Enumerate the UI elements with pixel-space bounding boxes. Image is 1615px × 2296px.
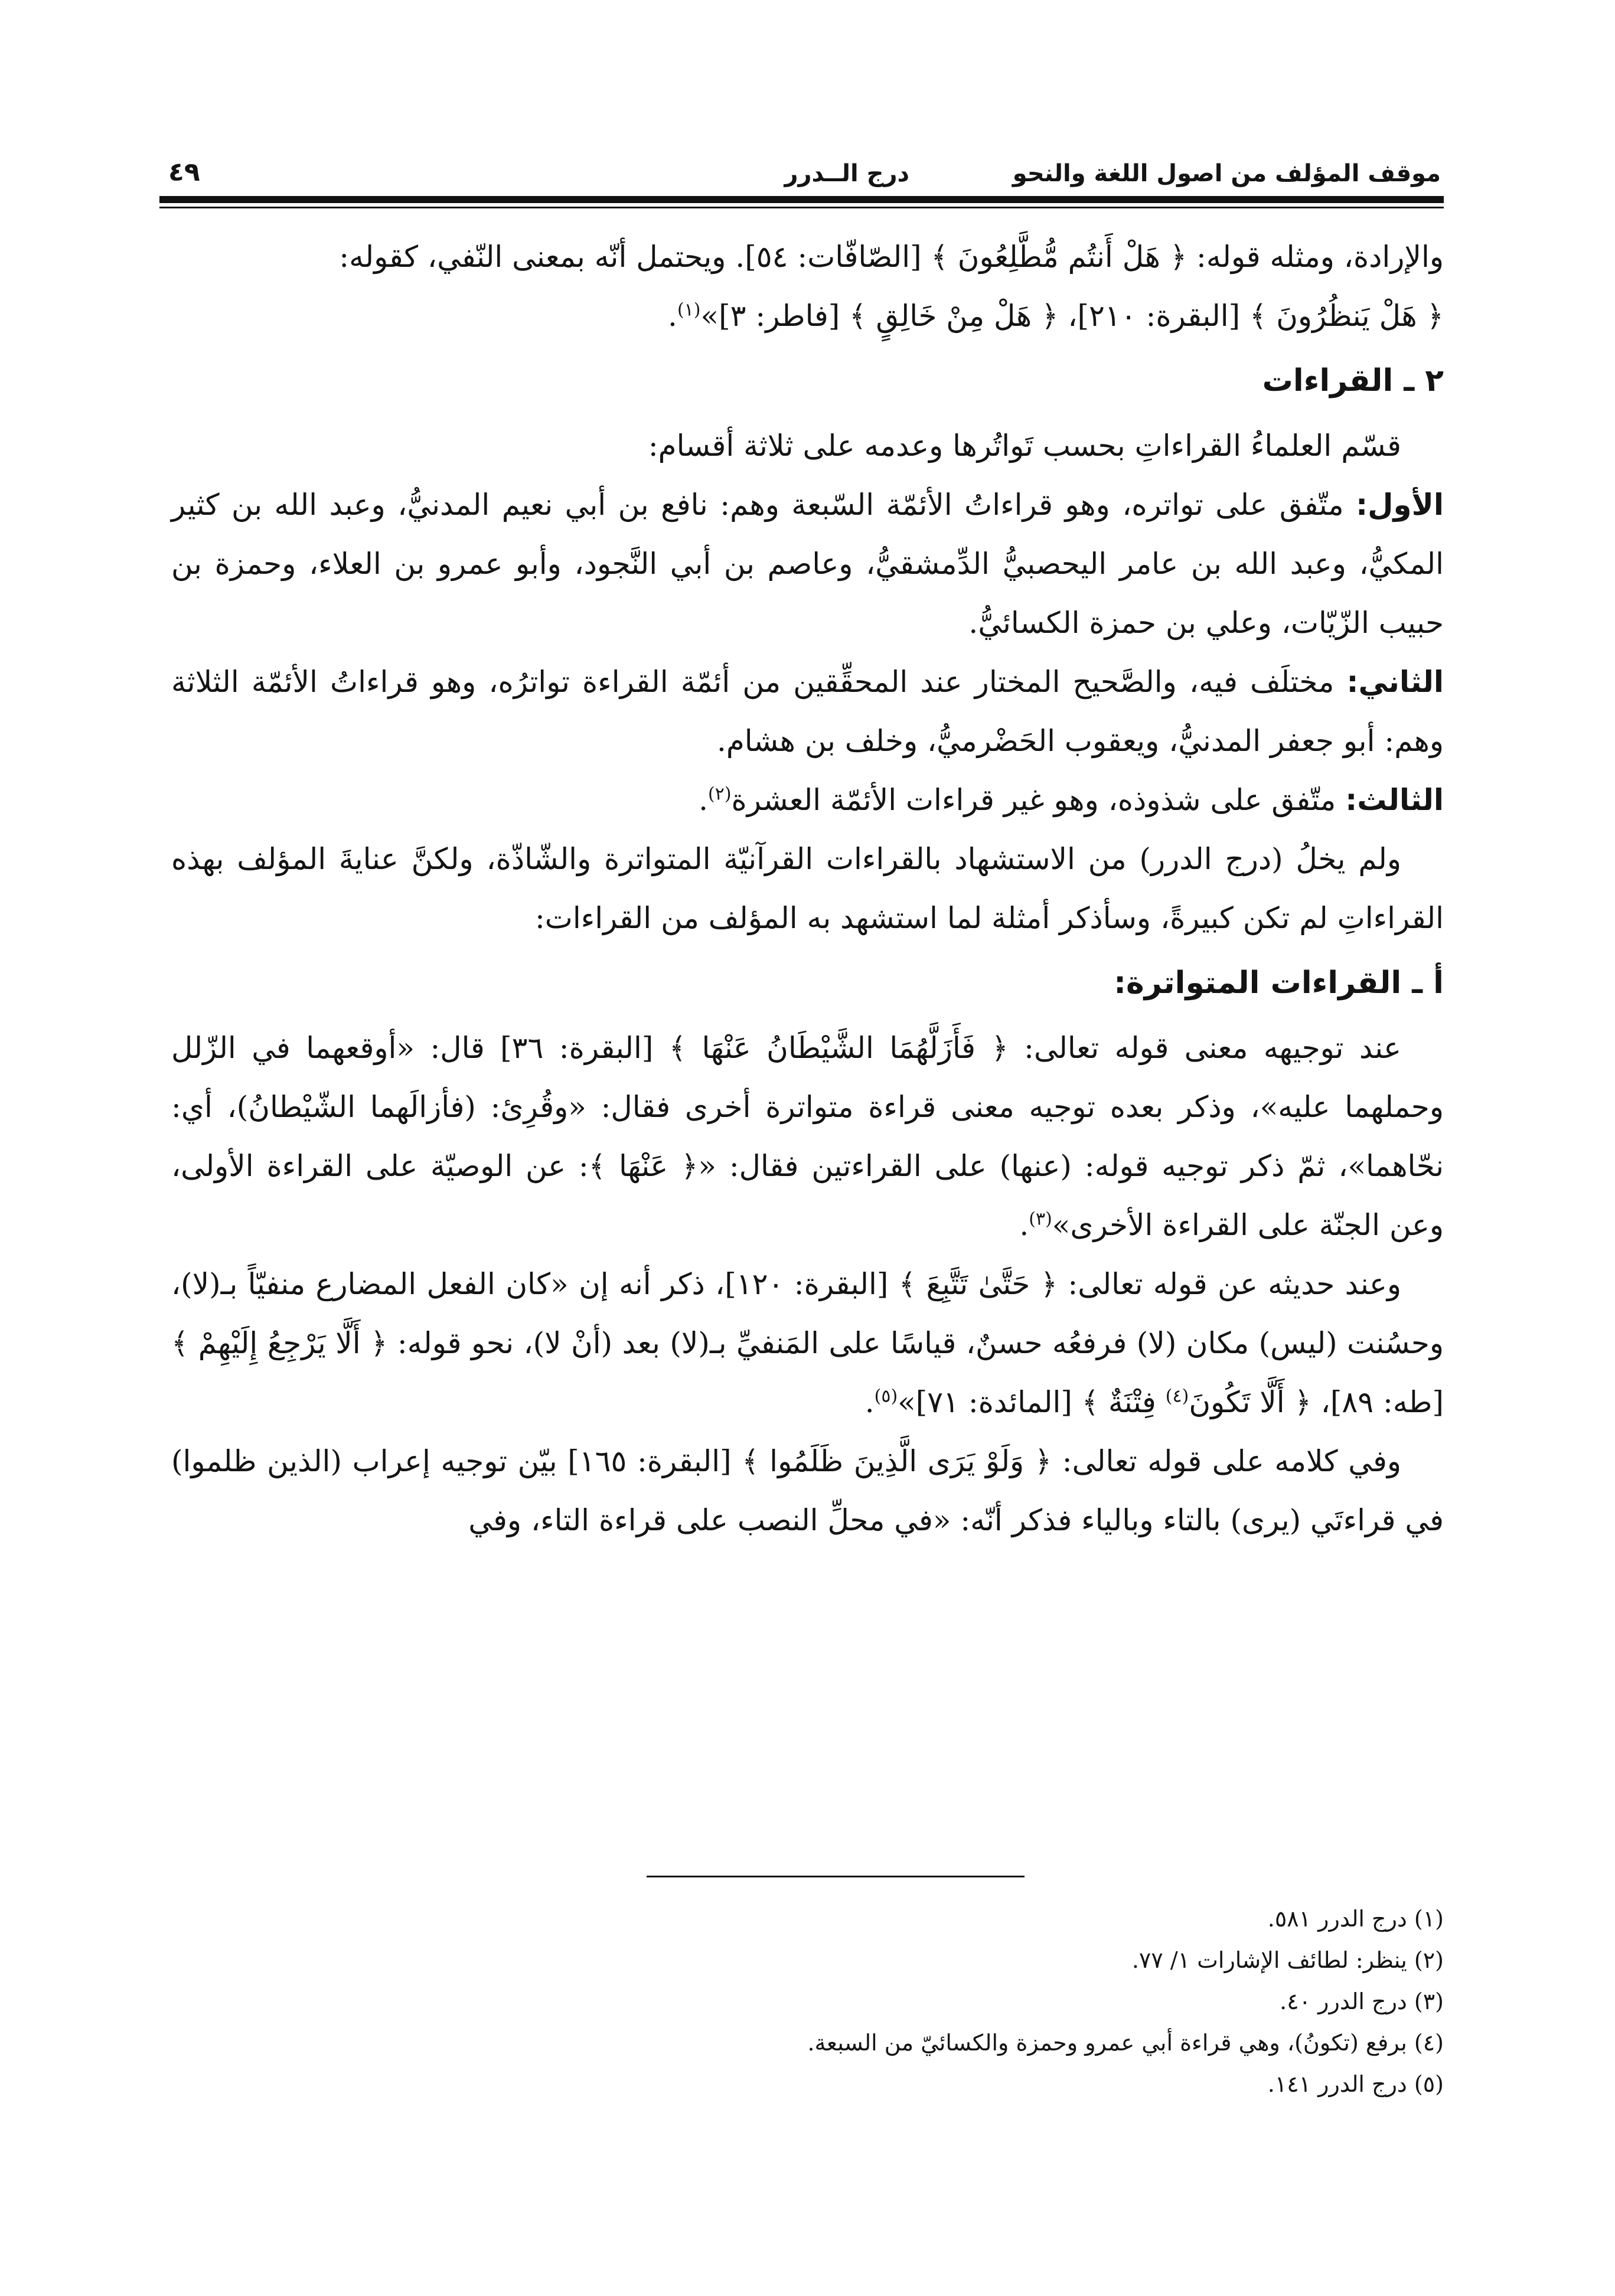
term-text: متّفق على شذوذه، وهو غير قراءات الأئمّة العشرة — [731, 783, 1336, 817]
paragraph-text: وعند حديثه عن قوله تعالى: ﴿ حَتَّىٰ تَتَّبِعَ ﴾ [البقرة: ١٢٠]، ذكر أنه إن «كان الفعل المضارع منفيّاً بـ(لا)، وحسُنت (ليس) مكان (لا) فرفعُه حسنٌ، قياسًا على المَنفيِّ بـ(لا) بعد (أنْ لا)، نحو قوله: ﴿ أَلَّا يَرْجِعُ إِلَيْهِمْ ﴾ [طه: ٨٩]، ﴿ أَلَّا تَكُونَ — [171, 1267, 1444, 1419]
paragraph: عند توجيهه معنى قوله تعالى: ﴿ فَأَزَلَّهُمَا الشَّيْطَانُ عَنْهَا ﴾ [البقرة: ٣٦] قال: «أوقعهما في الزّلل وحملهما عليه»، وذكر بعده توجيه معنى قراءة متواترة أخرى فقال: «وقُرِئ: (فأزالَهما الشّيْطانُ)، أي: نحّاهما»، ثمّ ذكر توجيه قوله: (عنها) على القراءتين فقال: «﴿ عَنْهَا ﴾: عن الوصيّة على القراءة الأولى، وعن الجنّة على القراءة الأخرى»$^{(٣)}$. — [171, 1031, 1444, 1242]
paragraph: ولم يخلُ (درج الدرر) من الاستشهاد بالقراءات القرآنيّة المتواترة والشّاذّة، ولكنَّ عنايةَ المؤلف بهذه القراءاتِ لم تكن كبيرةً، وسأذكر أمثلة لما استشهد به المؤلف من القراءات: — [171, 842, 1444, 935]
list-item-third: الثالث: متّفق على شذوذه، وهو غير قراءات الأئمّة العشرة$^{(٢)}$. — [699, 783, 1444, 817]
header-rule-thin — [159, 207, 1444, 208]
section-heading: ٢ ـ القراءات — [1262, 363, 1444, 399]
footnote: (٤) برفع (تكونُ)، وهي قراءة أبي عمرو وحمزة والكسائيّ من السبعة. — [807, 2030, 1444, 2056]
term-text: متّفق على تواتره، وهو قراءاتُ الأئمّة السّبعة وهم: نافع بن أبي نعيم المدنيُّ، وعبد الله بن كثير المكيُّ، وعبد الله بن عامر اليحصبيُّ الدِّمشقيُّ، وعاصم بن أبي النَّجود، وأبو عمرو بن العلاء، وحمزة بن حبيب الزّيّات، وعلي بن حمزة الكسائيُّ. — [171, 488, 1444, 640]
text-line: والإرادة، ومثله قوله: ﴿ هَلْ أَنتُم مُّطَّلِعُونَ ﴾ [الصّافّات: ٥٤]. ويحتمل أنّه بمعنى النّفي، كقوله: — [339, 240, 1444, 274]
footnote: (١) درج الدرر ٥٨١. — [1267, 1906, 1444, 1932]
footnote-ref: (٣) — [1029, 1209, 1052, 1230]
paragraph: وعند حديثه عن قوله تعالى: ﴿ حَتَّىٰ تَتَّبِعَ ﴾ [البقرة: ١٢٠]، ذكر أنه إن «كان الفعل المضارع منفيّاً بـ(لا)، وحسُنت (ليس) مكان (لا) فرفعُه حسنٌ، قياسًا على المَنفيِّ بـ(لا) بعد (أنْ لا)، نحو قوله: ﴿ أَلَّا يَرْجِعُ إِلَيْهِمْ ﴾ [طه: ٨٩]، ﴿ أَلَّا تَكُونَ$^{(٤)}$ فِتْنَةٌ ﴾ [المائدة: ٧١]»$^{(٥)}$. — [171, 1267, 1444, 1419]
term-text: مختلَف فيه، والصَّحيح المختار عند المحقِّقين من أئمّة القراءة تواترُه، وهو قراءاتُ الأئمّة الثلاثة وهم: أبو جعفر المدنيُّ، ويعقوب الحَضْرميُّ، وخلف بن هشام. — [171, 665, 1444, 758]
page-number: ٤٩ — [168, 157, 200, 187]
subsection-heading: أ ـ القراءات المتواترة: — [1114, 965, 1444, 1001]
term-label: الأول: — [1356, 488, 1444, 522]
term-label: الثاني: — [1346, 665, 1444, 699]
paragraph: وفي كلامه على قوله تعالى: ﴿ وَلَوْ يَرَى الَّذِينَ ظَلَمُوا ﴾ [البقرة: ١٦٥] بيّن توجيه إعراب (الذين ظلموا) في قراءتَي (يرى) بالتاء وبالياء فذكر أنّه: «في محلِّ النصب على قراءة التاء، وفي — [171, 1444, 1444, 1537]
footnotes — [171, 1898, 1444, 2105]
footnote-ref: (٢) — [707, 783, 732, 805]
footnote: (٢) ينظر: لطائف الإشارات ١/ ٧٧. — [1131, 1947, 1444, 1973]
book-title: موقف المؤلف من اصول اللغة والنحو — [1012, 160, 1441, 187]
list-item-second — [171, 652, 1444, 770]
running-title: درج الــدرر — [784, 160, 909, 187]
footnote: (٥) درج الدرر ١٤١. — [1267, 2071, 1444, 2097]
footnote-ref: (٥) — [874, 1386, 898, 1407]
list-item-first — [171, 475, 1444, 652]
paragraph-text: عند توجيهه معنى قوله تعالى: ﴿ فَأَزَلَّهُمَا الشَّيْطَانُ عَنْهَا ﴾ [البقرة: ٣٦] قال: «أوقعهما في الزّلل وحملهما عليه»، وذكر بعده توجيه معنى قراءة متواترة أخرى فقال: «وقُرِئ: (فأزالَهما الشّيْطانُ)، أي: نحّاهما»، ثمّ ذكر توجيه قوله: (عنها) على القراءتين فقال: «﴿ عَنْهَا ﴾: عن الوصيّة على القراءة الأولى، وعن الجنّة على القراءة الأخرى» — [171, 1031, 1444, 1242]
footnote-ref: (٤) — [1165, 1386, 1189, 1407]
footnote-ref: (١) — [677, 299, 701, 321]
paragraph: والإرادة، ومثله قوله: ﴿ هَلْ أَنتُم مُّطَّلِعُونَ ﴾ [الصّافّات: ٥٤]. ويحتمل أنّه بمعنى النّفي، كقوله: ﴿ هَلْ يَنظُرُونَ ﴾ [البقرة: ٢١٠]، ﴿ هَلْ مِنْ خَالِقٍ ﴾ [فاطر: ٣]»$^{(١)}$. — [339, 240, 1444, 333]
footnote: (٣) درج الدرر ٤٠. — [1280, 1988, 1444, 2014]
paragraph: قسّم العلماءُ القراءاتِ بحسب تَواتُرها وعدمه على ثلاثة أقسام: — [648, 429, 1401, 463]
body-text — [171, 227, 1444, 1550]
header-rule-thick — [159, 196, 1444, 203]
footnote-separator — [647, 1876, 1025, 1877]
running-header — [162, 151, 1441, 192]
paragraph-text: فِتْنَةٌ ﴾ [المائدة: ٧١]» — [898, 1385, 1156, 1419]
text-line: ﴿ هَلْ يَنظُرُونَ ﴾ [البقرة: ٢١٠]، ﴿ هَلْ مِنْ خَالِقٍ ﴾ [فاطر: ٣]» — [700, 299, 1444, 333]
term-label: الثالث: — [1345, 783, 1444, 817]
